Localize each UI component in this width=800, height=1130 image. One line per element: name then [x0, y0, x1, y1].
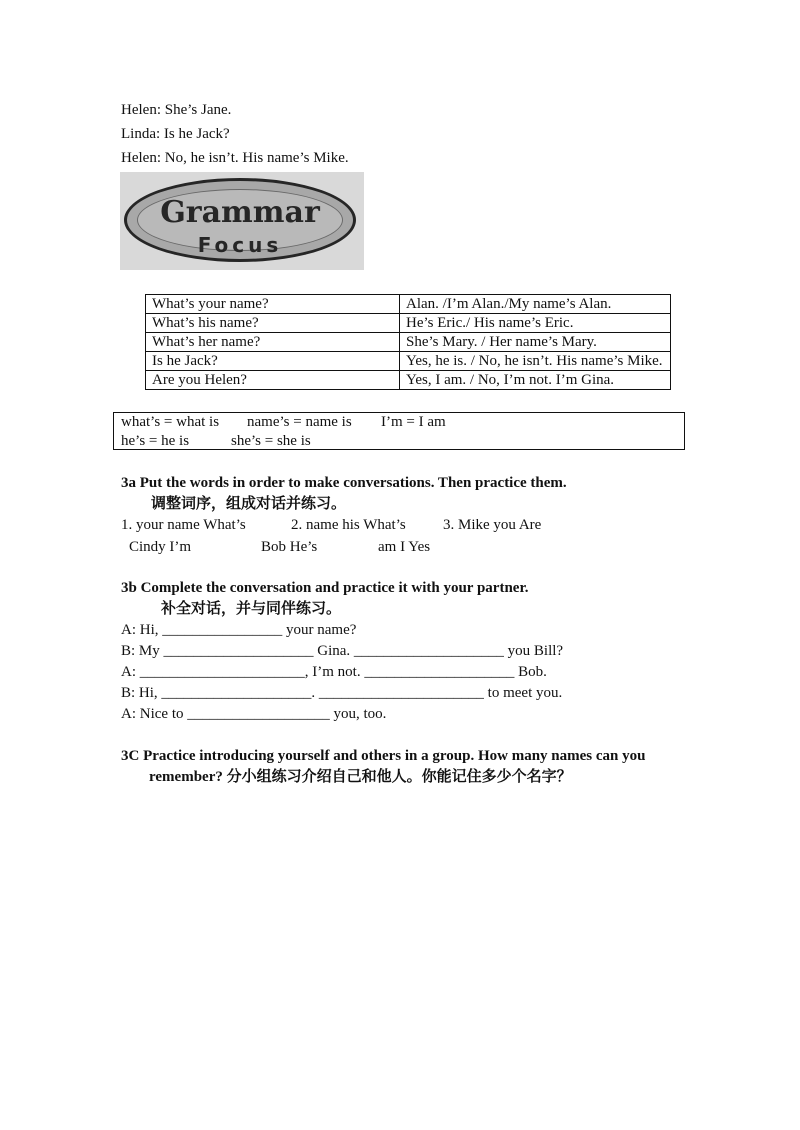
conversation-line: A: Nice to ___________________ you, too. — [121, 706, 387, 722]
section-3b-heading: 3b Complete the conversation and practice it with your partner. — [121, 580, 529, 596]
logo-word-grammar: Grammar — [160, 195, 320, 230]
word-group: Cindy I’m — [129, 539, 192, 555]
table-row — [146, 314, 671, 333]
grammar-table — [145, 294, 671, 390]
dialogue-line: Linda: Is he Jack? — [121, 126, 230, 142]
conversation-line: A: Hi, ________________ your name? — [121, 622, 357, 638]
table-row — [146, 352, 671, 371]
grammar-focus-logo — [120, 172, 364, 270]
logo-word-focus: Focus — [197, 233, 283, 257]
word-group: 3. Mike you Are — [443, 517, 542, 533]
table-cell-answer: Yes, he is. / No, he isn’t. His name’s Mike. — [400, 352, 671, 371]
word-group: Bob He’s — [261, 539, 318, 555]
table-cell-answer: Alan. /I’m Alan./My name’s Alan. — [400, 295, 671, 314]
conversation-line: A: ______________________, I’m not. ____________________ Bob. — [121, 664, 547, 680]
table-cell-question: What’s her name? — [146, 333, 400, 352]
contraction: what’s = what is — [121, 414, 220, 430]
section-3a-heading: 3a Put the words in order to make conversations. Then practice them. — [121, 475, 567, 491]
section-3c-heading-continued: remember? 分小组练习介绍自己和他人。你能记住多少个名字？ — [149, 769, 572, 785]
contraction: I’m = I am — [381, 414, 446, 430]
section-3a-chinese: 调整词序，组成对话并练习。 — [151, 496, 347, 512]
contraction: name’s = name is — [247, 414, 352, 430]
conversation-line: B: Hi, ____________________. ______________________ to meet you. — [121, 685, 563, 701]
table-cell-answer: She’s Mary. / Her name’s Mary. — [400, 333, 671, 352]
table-cell-answer: Yes, I am. / No, I’m not. I’m Gina. — [400, 371, 671, 390]
word-group: 2. name his What’s — [291, 517, 406, 533]
word-group: 1. your name What’s — [121, 517, 246, 533]
table-cell-question: Are you Helen? — [146, 371, 400, 390]
table-row — [146, 333, 671, 352]
word-group: am I Yes — [378, 539, 431, 555]
table-cell-question: What’s your name? — [146, 295, 400, 314]
table-cell-question: Is he Jack? — [146, 352, 400, 371]
dialogue-line: Helen: She’s Jane. — [121, 102, 232, 118]
conversation-line: B: My ____________________ Gina. ____________________ you Bill? — [121, 643, 564, 659]
dialogue-line: Helen: No, he isn’t. His name’s Mike. — [121, 150, 349, 166]
table-row — [146, 371, 671, 390]
section-3c-heading: 3C Practice introducing yourself and others in a group. How many names can you — [121, 748, 646, 764]
contraction: she’s = she is — [231, 433, 311, 449]
table-cell-question: What’s his name? — [146, 314, 400, 333]
contraction: he’s = he is — [121, 433, 190, 449]
table-cell-answer: He’s Eric./ His name’s Eric. — [400, 314, 671, 333]
table-row — [146, 295, 671, 314]
section-3b-chinese: 补全对话，并与同伴练习。 — [161, 601, 342, 617]
